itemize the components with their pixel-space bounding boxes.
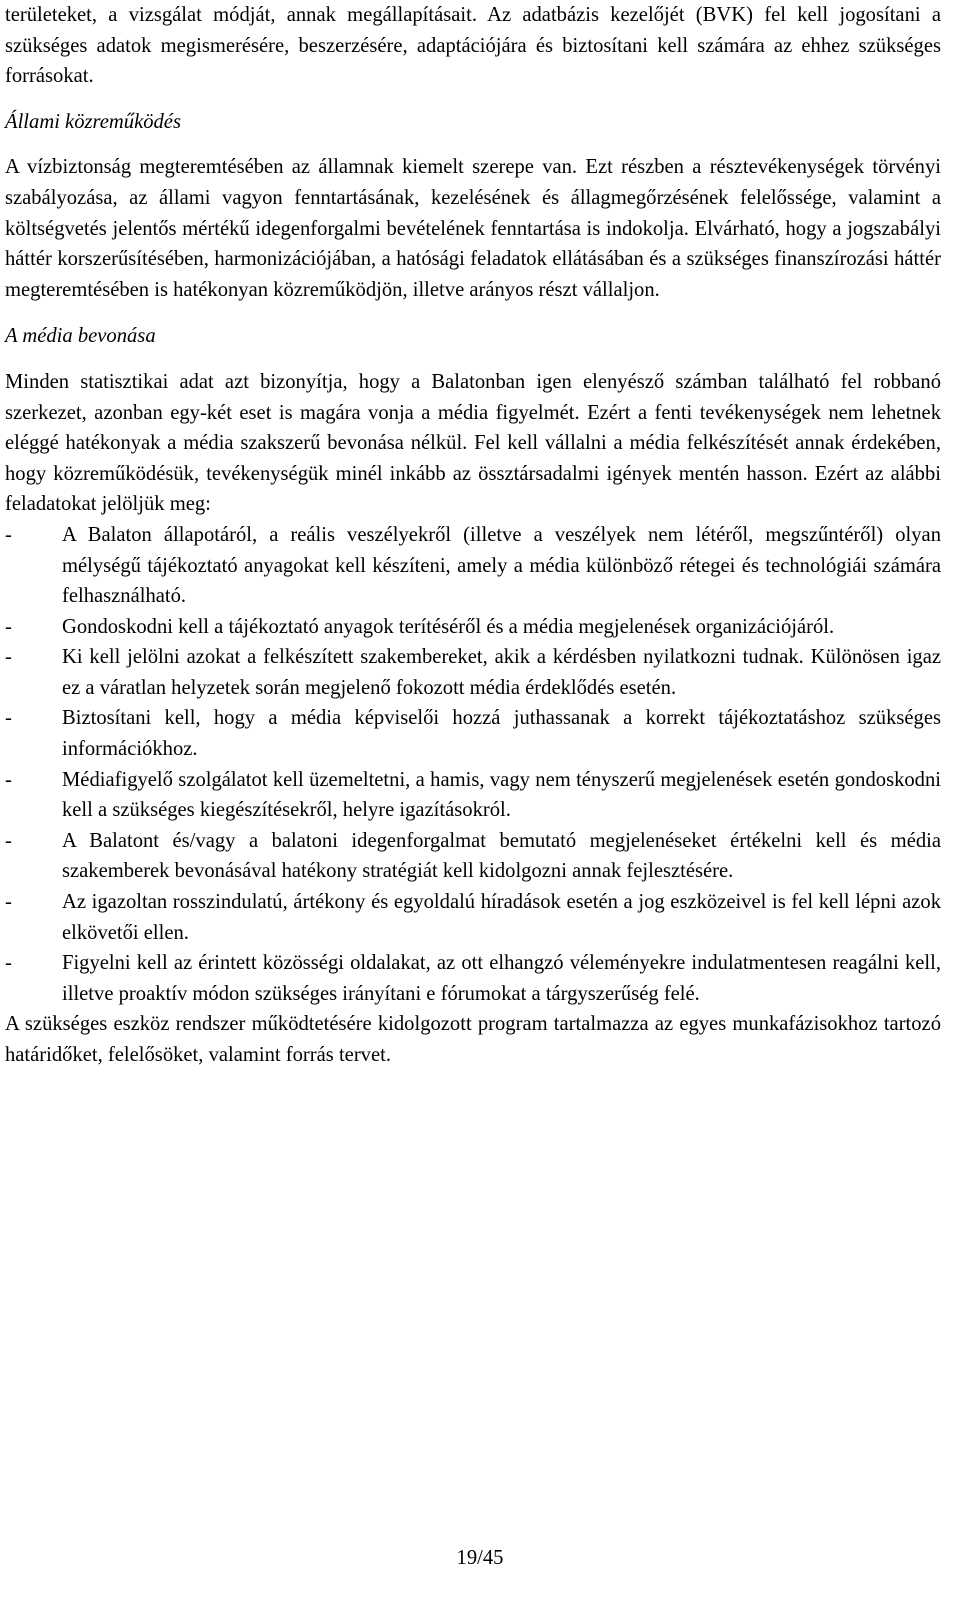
list-item-text: Biztosítani kell, hogy a média képviselői hozzá juthassanak a korrekt tájékoztatáshoz szükséges információkhoz. xyxy=(62,707,941,761)
list-dash: - xyxy=(5,952,12,975)
list-item-text: A Balatont és/vagy a balatoni idegenforgalmat bemutató megjelenéseket értékelni kell és média szakemberek bevonásával hatékony stratégiát kell kidolgozni annak fejlesztésére. xyxy=(62,829,941,883)
list-dash: - xyxy=(5,891,12,914)
list-item xyxy=(5,948,941,1009)
list-item xyxy=(5,887,941,948)
list-item xyxy=(5,826,941,887)
section-heading-allami: Állami közreműködés xyxy=(5,110,181,133)
list-item-text: Ki kell jelölni azokat a felkészített szakembereket, akik a kérdésben nyilatkozni tudnak. Különösen igaz ez a váratlan helyzetek során megjelenő fokozott média érdeklődés esetén. xyxy=(62,646,941,699)
list-item-text: Az igazoltan rosszindulatú, ártékony és egyoldalú híradások esetén a jog eszközeivel is fel kell lépni azok elkövetői ellen. xyxy=(62,891,941,944)
document-page xyxy=(5,0,941,1071)
allami-paragraph: A vízbiztonság megteremtésében az államnak kiemelt szerepe van. Ezt részben a résztevékenységek törvényi szabályozása, az állami vagyon fenntartásának, kezelésének és állagmegőrzésének felelőssége, valamint a költségvetés jelentős mértékű idegenforgalmi bevételének fenntartása is indokolja. Elvárható, hogy a jogszabályi háttér korszerűsítésében, harmonizációjában, a hatósági feladatok ellátásában és a szükséges finanszírozási háttér megteremtésében is hatékonyan közreműködjön, illetve arányos részt vállaljon. xyxy=(5,156,941,301)
intro-paragraph: területeket, a vizsgálat módját, annak megállapításait. Az adatbázis kezelőjét (BVK) fel kell jogosítani a szükséges adatok megismerésére, beszerzésére, adaptációjára és biztosítani kell számára az ehhez szükséges forrásokat. xyxy=(5,4,941,88)
list-dash: - xyxy=(5,707,12,730)
section-heading-media: A média bevonása xyxy=(5,325,156,348)
list-dash: - xyxy=(5,615,12,638)
list-dash: - xyxy=(5,768,12,791)
list-dash: - xyxy=(5,829,12,852)
list-item xyxy=(5,703,941,764)
list-item xyxy=(5,765,941,826)
list-item xyxy=(5,520,941,612)
list-item-text: Figyelni kell az érintett közösségi oldalakat, az ott elhangzó véleményekre indulatmentesen reagálni kell, illetve proaktív módon szükséges irányítani e fórumokat a tárgyszerűség felé. xyxy=(62,952,941,1005)
media-paragraph: Minden statisztikai adat azt bizonyítja, hogy a Balatonban igen elenyésző számban található fel robbanó szerkezet, azonban egy-két eset is magára vonja a média figyelmét. Ezért a fenti tevékenységek nem lehetnek eléggé hatékonyak a média szakszerű bevonása nélkül. Fel kell vállalni a média felkészítését annak érdekében, hogy közreműködésük, tevékenységük minél inkább az össztársadalmi igények mentén hasson. Ezért az alábbi feladatokat jelöljük meg: xyxy=(5,370,941,516)
closing-paragraph: A szükséges eszköz rendszer működtetésére kidolgozott program tartalmazza az egyes munkafázisokhoz tartozó határidőket, felelősöket, valamint forrás tervet. xyxy=(5,1013,941,1066)
page-number: 19/45 xyxy=(456,1547,504,1569)
list-item-text: Médiafigyelő szolgálatot kell üzemeltetni, a hamis, vagy nem tényszerű megjelenések esetén gondoskodni kell a szükséges kiegészítésekről, helyre igazításokról. xyxy=(62,768,941,822)
list-item-text: A Balaton állapotáról, a reális veszélyekről (illetve a veszélyek nem létéről, megszűntéről) olyan mélységű tájékoztató anyagokat kell készíteni, amely a média különböző rétegei és technológiái számára felhasználható. xyxy=(62,523,941,608)
list-dash: - xyxy=(5,646,12,669)
list-item xyxy=(5,642,941,703)
list-item-text: Gondoskodni kell a tájékoztató anyagok terítéséről és a média megjelenések organizációjáról. xyxy=(62,615,835,638)
list-item xyxy=(5,612,941,643)
task-list xyxy=(5,520,941,1010)
list-dash: - xyxy=(5,523,12,546)
